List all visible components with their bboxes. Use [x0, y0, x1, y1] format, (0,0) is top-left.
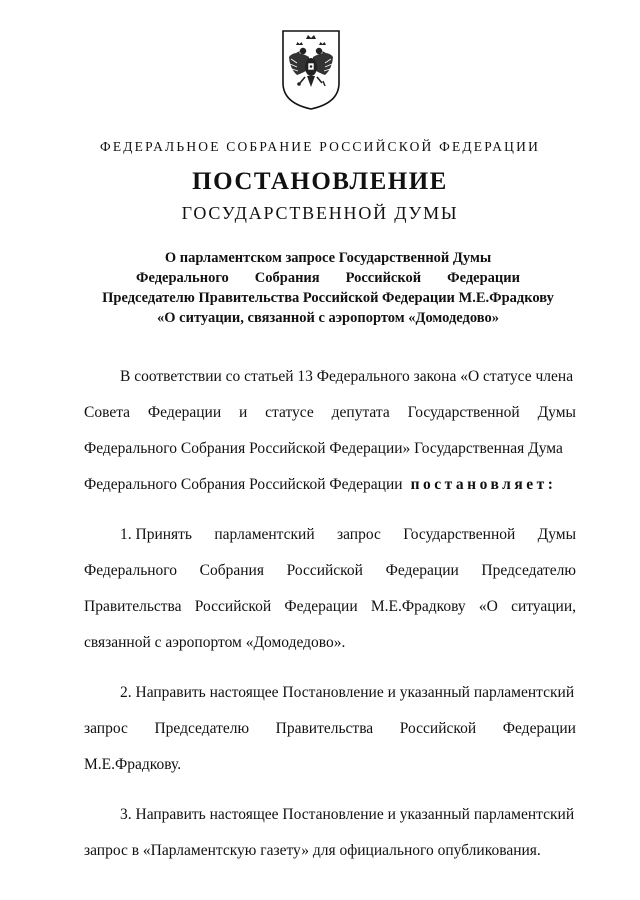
- document-subject: [84, 248, 572, 328]
- item-word: Думы: [537, 526, 576, 543]
- subject-line: [84, 268, 572, 288]
- item-2-line: [84, 747, 576, 783]
- subject-word: Федерации: [447, 270, 520, 286]
- item-word: 1. Принять: [120, 526, 193, 543]
- item-word: Председателю: [154, 720, 250, 737]
- item-text: 2. Направить настоящее Постановление и указанный парламентский: [120, 684, 575, 701]
- item-word: Федерального: [84, 562, 178, 579]
- item-word: Председателю: [481, 562, 576, 579]
- preamble-word: Федерации: [147, 404, 222, 421]
- subject-word: Федерального: [136, 270, 229, 286]
- preamble-line: [84, 359, 576, 395]
- preamble-text: Федерального Собрания Российской Федерации» Государственная Дума: [84, 440, 563, 457]
- item-word: ситуации,: [511, 598, 576, 615]
- subject-line: «О ситуации, связанной с аэропортом «Домодедово»: [157, 310, 499, 326]
- item-word: Правительства: [84, 598, 182, 615]
- item-word: Российской: [286, 562, 363, 579]
- item-word: Собрания: [199, 562, 264, 579]
- double-headed-eagle-icon: [279, 27, 343, 111]
- item-text: запрос в «Парламентскую газету» для официального опубликования.: [84, 842, 541, 859]
- spacer: [84, 783, 576, 797]
- subject-word: Собрания: [254, 270, 320, 286]
- preamble-line: [84, 431, 576, 467]
- preamble-line: [84, 395, 576, 431]
- item-2-line: [84, 711, 576, 747]
- document-issuer: ГОСУДАРСТВЕННОЙ ДУМЫ: [181, 203, 459, 223]
- item-word: запрос: [336, 526, 381, 543]
- document-type: ПОСТАНОВЛЕНИЕ: [192, 168, 448, 195]
- preamble-text: Федерального Собрания Российской Федерации: [84, 476, 403, 493]
- resolution-keyword: постановляет:: [410, 476, 557, 493]
- preamble-text: В соответствии со статьей 13 Федерального закона «О статусе члена: [120, 368, 574, 385]
- preamble-word: статусе: [265, 404, 314, 421]
- item-3-line: [84, 797, 576, 833]
- item-word: Федерации: [385, 562, 459, 579]
- item-3-line: [84, 833, 576, 869]
- preamble-word: Думы: [537, 404, 576, 421]
- spacer: [84, 503, 576, 517]
- subject-word: Российской: [345, 270, 422, 286]
- item-1-line: [84, 517, 576, 553]
- item-1-line: [84, 589, 576, 625]
- subject-line: О парламентском запросе Государственной Думы: [164, 250, 492, 266]
- item-word: парламентский: [214, 526, 315, 543]
- item-text: 3. Направить настоящее Постановление и указанный парламентский: [120, 806, 575, 823]
- item-word: Государственной: [403, 526, 516, 543]
- item-1-line: [84, 553, 576, 589]
- item-word: «О: [478, 598, 498, 615]
- spacer: [84, 661, 576, 675]
- item-2-line: [84, 675, 576, 711]
- organization-name: ФЕДЕРАЛЬНОЕ СОБРАНИЕ РОССИЙСКОЙ ФЕДЕРАЦИИ: [99, 139, 541, 154]
- preamble-word: Государственной: [407, 404, 520, 421]
- item-word: Федерации: [284, 598, 358, 615]
- item-1-line: [84, 625, 576, 661]
- item-word: Российской: [399, 720, 477, 737]
- preamble-word: депутата: [331, 404, 390, 421]
- preamble-line: [84, 467, 576, 503]
- item-word: Российской: [194, 598, 272, 615]
- item-word: М.Е.Фрадкову: [370, 598, 466, 615]
- item-word: запрос: [84, 720, 128, 737]
- item-word: Федерации: [502, 720, 576, 737]
- document-body: [84, 359, 576, 869]
- subject-line: Председателю Правительства Российской Федерации М.Е.Фрадкову: [102, 290, 554, 306]
- preamble-word: и: [239, 404, 248, 421]
- item-text: М.Е.Фрадкову.: [84, 756, 182, 773]
- item-text: связанной с аэропортом «Домодедово».: [84, 634, 346, 651]
- preamble-word: Совета: [84, 404, 131, 421]
- item-word: Правительства: [275, 720, 374, 737]
